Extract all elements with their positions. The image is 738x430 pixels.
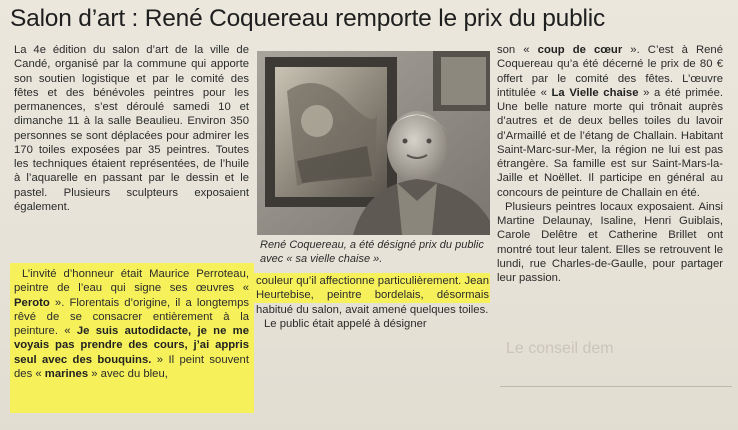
artwork-title: La Vielle chaise [551, 86, 639, 99]
paragraph-continuation: couleur qu’il affectionne particulièrement. Jean Heurtebise, peintre bordelais, désormais habitué du salon, avait amené quelques toiles. [256, 275, 489, 316]
marines-term: marines [44, 367, 89, 380]
column-2-continuation [256, 274, 489, 331]
paragraph-intro: La 4e édition du salon d’art de la ville de Candé, organisé par la commune qui apporte son soutien logistique et par le comité des fêtes et des bénévoles peintres pour les permanences, s’est déroulé samedi 10 et dimanche 11 à la salle Beaulieu. Environ 350 personnes se sont déplacées pour admirer les 170 toiles exposées par 35 peintres. Toutes les techniques étaient représentées, de l’huile à l’aquarelle en passant par le dessin et le pastel. Plusieurs sculpteurs exposaient également. [14, 44, 249, 213]
paragraph-local-painters: Plusieurs peintres locaux exposaient. Ainsi Martine Delaunay, Isaline, Henri Guiblais, Carole Delêtre et Catherine Brillet ont montré tout leur talent. Elles se retrouvent le lundi, rue Charles-de-Gaulle, pour partager leur passion. [497, 200, 723, 284]
photo-caption: René Coquereau, a été désigné prix du public avec « sa vielle chaise ». [260, 239, 484, 265]
paragraph-prize: son « coup de cœur ». C’est à René Coquereau qu’a été décerné le prix de 80 € offert par le comité des fêtes. L’œuvre intitulée « La Vielle chaise » a été primée. Une belle nature morte qui trônait auprès d’autres et de deux belles toiles du lavoir d’Armaillé et de l’étang de Challain. Habitant Saint-Marc-sur-Mer, la région ne lui est pas étrangère. Sa famille est sur Saint-Mars-la-Jaille et Noëllet. Il participe en général au concours de peinture de Challain en été. [497, 44, 724, 199]
paragraph-public-vote: Le public était appelé à désigner [264, 317, 427, 330]
column-3 [497, 43, 723, 285]
coup-de-coeur: coup de cœur [537, 44, 623, 56]
column-1-guest [14, 267, 249, 381]
quote-autodidacte: Je suis autodidacte, je ne me voyais pas prendre des cours, j’ai appris seul avec des bouquins. [14, 325, 249, 366]
headline: Salon d’art : René Coquereau remporte le prix du public [10, 5, 606, 32]
bleed-through-text: Le conseil dem [506, 340, 614, 357]
photo-rene-coquereau [257, 51, 490, 235]
peroto-signature: Peroto [14, 296, 50, 309]
paragraph-guest: L’invité d’honneur était Maurice Perroteau, peintre de l’eau qui signe ses œuvres « Peroto ». Florentais d’origine, il a longtemps rêvé de se consacrer entièrement à la peinture. « Je suis autodidacte, je ne me voyais pas prendre des cours, j’ai appris seul avec des bouquins. » Il peint souvent des « marines » avec du bleu, [14, 268, 249, 380]
photo-illustration [257, 51, 490, 235]
column-1-intro [14, 43, 249, 214]
column-divider [500, 386, 732, 387]
